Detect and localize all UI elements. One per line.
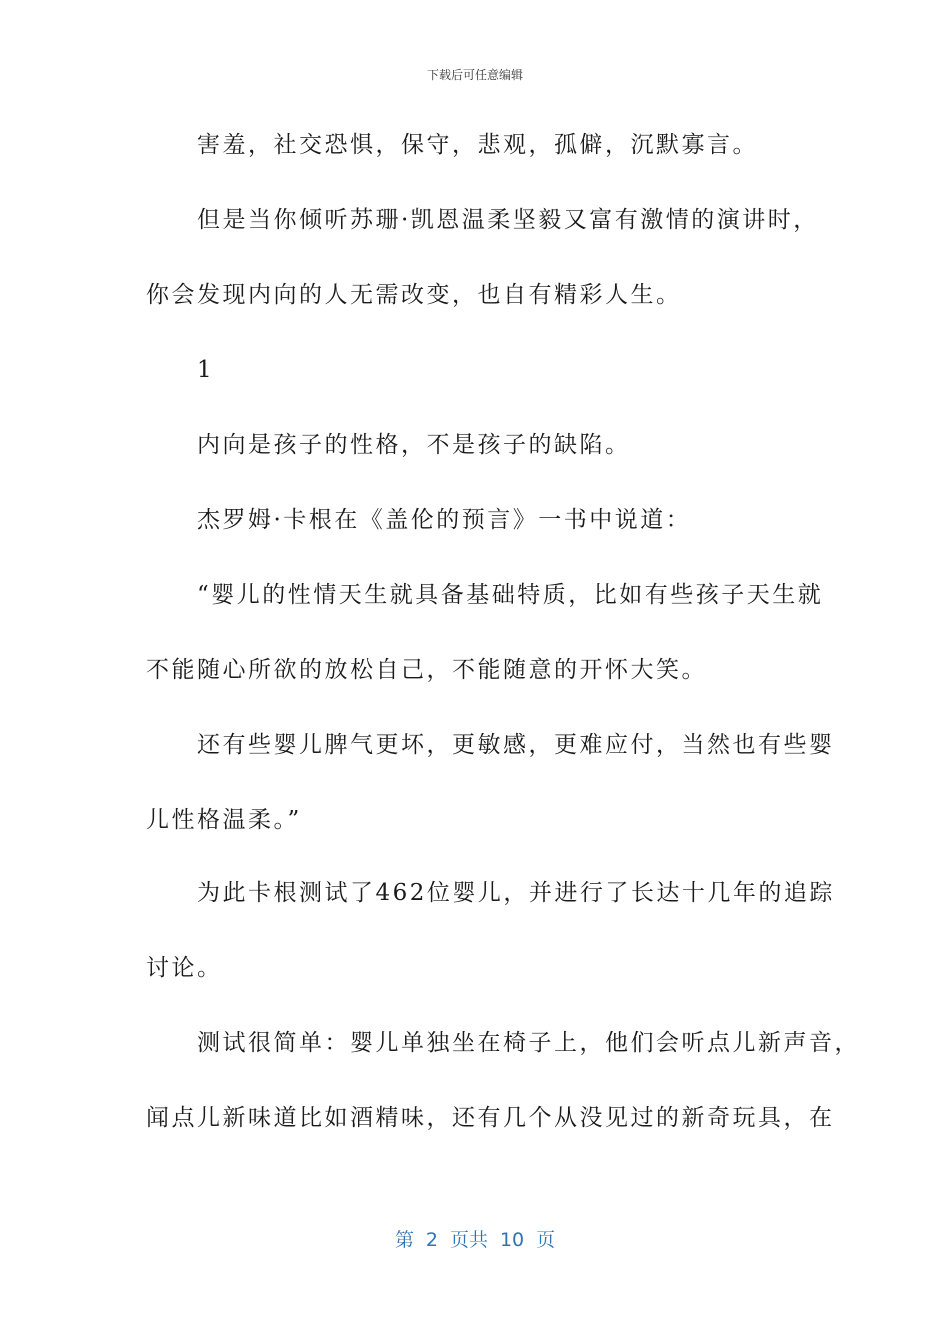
paragraph-line: 闻点儿新味道比如酒精味，还有几个从没见过的新奇玩具，在	[146, 1105, 835, 1131]
page-footer	[0, 1225, 950, 1252]
paragraph-line: 你会发现内向的人无需改变，也自有精彩人生。	[146, 282, 682, 308]
paragraph-line: 内向是孩子的性格，不是孩子的缺陷。	[146, 432, 631, 458]
footer-prefix: 第	[394, 1229, 414, 1251]
section-number: 1	[146, 357, 215, 383]
paragraph-line: 但是当你倾听苏珊·凯恩温柔坚毅又富有激情的演讲时，	[146, 207, 819, 233]
paragraph-line: 害羞，社交恐惧，保守，悲观，孤僻，沉默寡言。	[146, 132, 758, 158]
page-header: 下载后可任意编辑	[426, 68, 523, 82]
paragraph-line: 儿性格温柔。”	[146, 807, 302, 833]
footer-middle: 页共	[449, 1229, 488, 1251]
current-page-number: 2	[425, 1229, 438, 1251]
paragraph-line: 为此卡根测试了462位婴儿，并进行了长达十几年的追踪	[146, 880, 835, 906]
paragraph-line: 还有些婴儿脾气更坏，更敏感，更难应付，当然也有些婴	[146, 732, 835, 758]
paragraph-line: 杰罗姆·卡根在《盖伦的预言》一书中说道：	[146, 507, 692, 533]
paragraph-line: “婴儿的性情天生就具备基础特质，比如有些孩子天生就	[146, 582, 824, 608]
paragraph-line: 不能随心所欲的放松自己，不能随意的开怀大笑。	[146, 657, 707, 683]
total-page-count: 10	[499, 1229, 525, 1251]
paragraph-line: 测试很简单：婴儿单独坐在椅子上，他们会听点儿新声音，	[146, 1030, 860, 1056]
paragraph-line: 讨论。	[146, 955, 223, 981]
footer-suffix: 页	[536, 1229, 556, 1251]
